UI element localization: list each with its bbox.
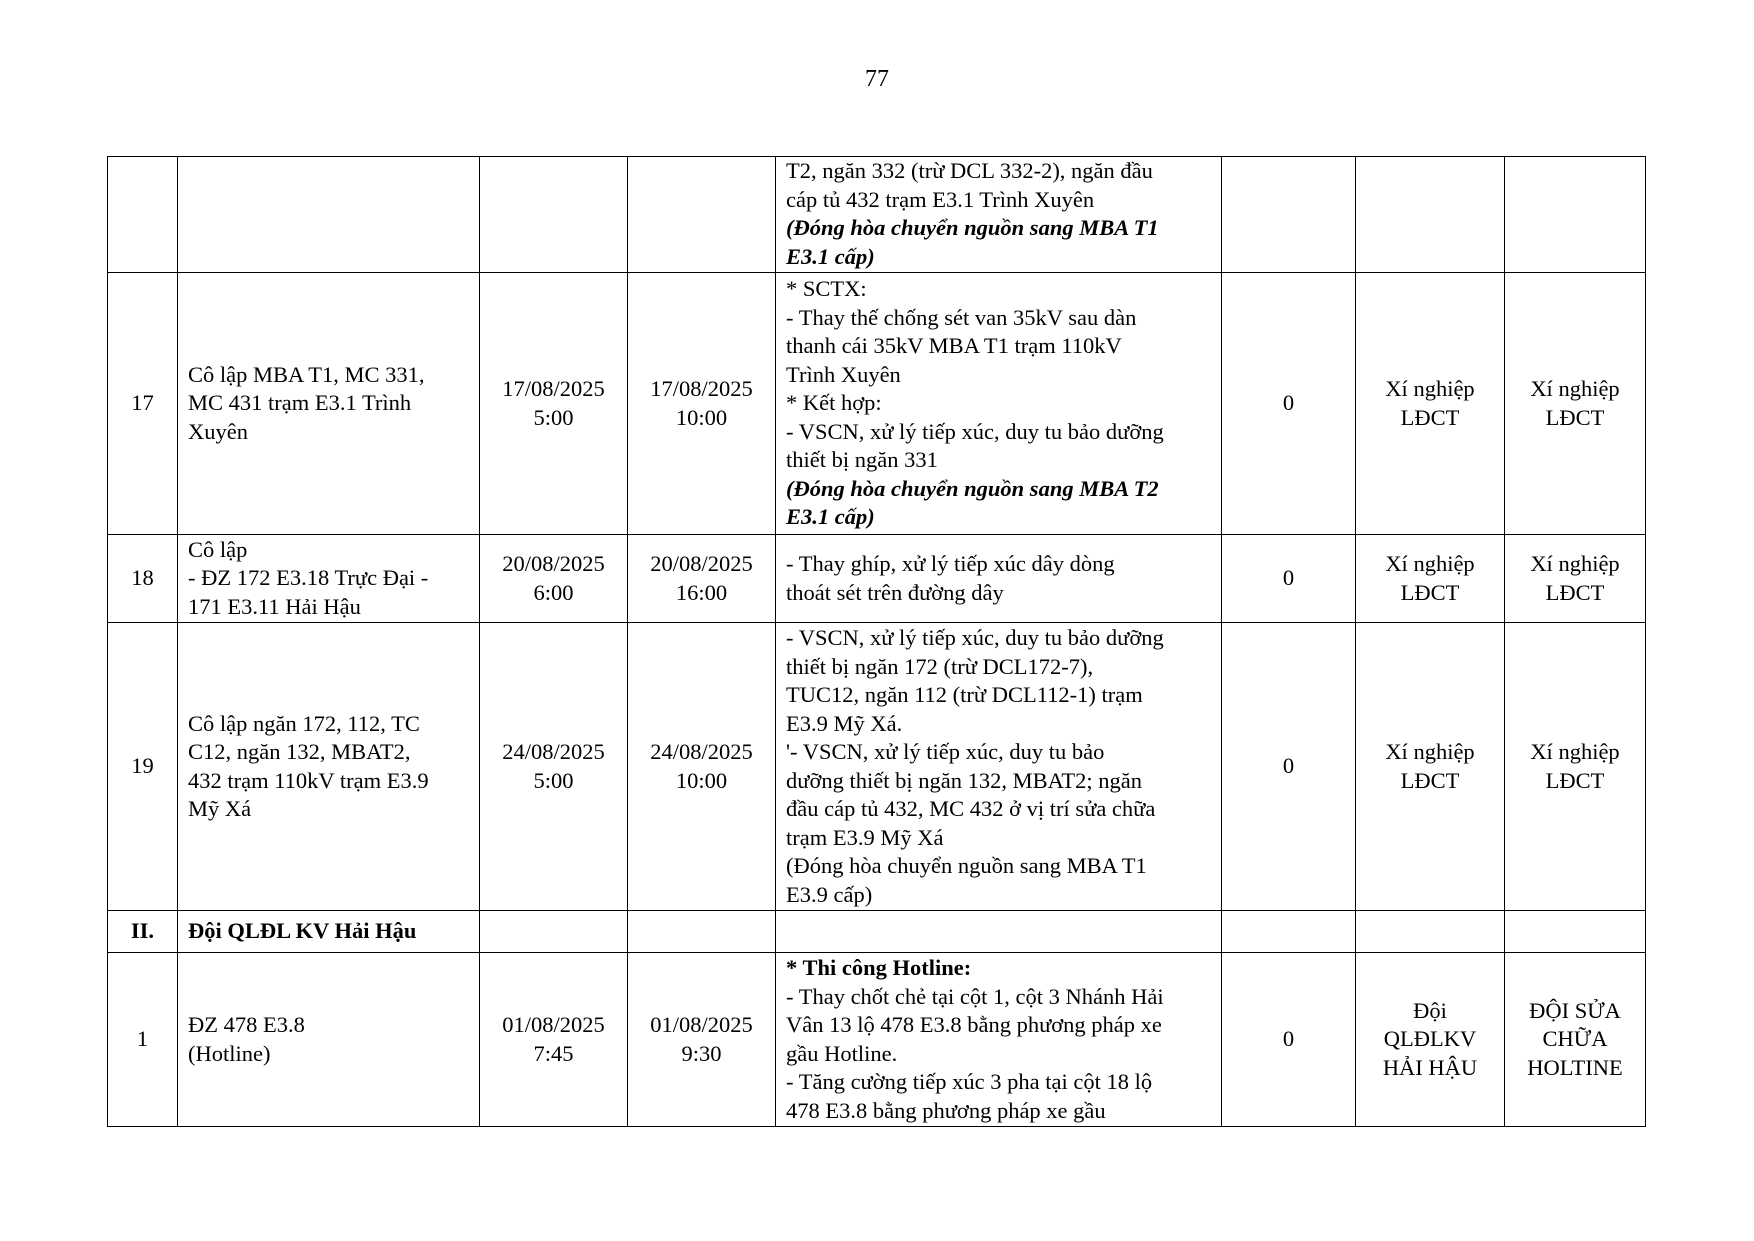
- cell-line: 17/08/2025: [650, 376, 753, 401]
- cell-line: 432 trạm 110kV trạm E3.9: [188, 767, 429, 793]
- cell-line: 20/08/2025: [502, 551, 605, 576]
- cell-empty: [776, 911, 1222, 953]
- cell-line: - Thay chốt chẻ tại cột 1, cột 3 Nhánh Hải: [786, 983, 1164, 1009]
- cell-line: 5:00: [533, 767, 574, 793]
- cell-line: (Đóng hòa chuyển nguồn sang MBA T1: [786, 215, 1159, 240]
- cell-no: 1: [108, 953, 178, 1127]
- cell-line: E3.9 cấp): [786, 881, 873, 907]
- cell-work-description: [776, 157, 1222, 273]
- cell-registering-unit: [1356, 953, 1505, 1127]
- cell-line: 5:00: [533, 404, 574, 430]
- cell-line: 7:45: [533, 1040, 574, 1066]
- cell-work-name: [178, 911, 480, 953]
- cell-registering-unit: [1356, 157, 1505, 273]
- cell-line: - Thay thế chống sét van 35kV sau dàn: [786, 304, 1137, 330]
- cell-line: Trình Xuyên: [786, 361, 901, 387]
- cell-work-description: [776, 273, 1222, 535]
- cell-executing-unit: [1505, 953, 1646, 1127]
- outage-schedule-table: [107, 156, 1646, 1127]
- cell-start-time: [480, 623, 628, 911]
- cell-line: 10:00: [675, 767, 728, 793]
- cell-line: LĐCT: [1545, 404, 1605, 430]
- cell-end-time: [628, 953, 776, 1127]
- cell-work-description: [776, 623, 1222, 911]
- table-row: [108, 535, 1646, 623]
- cell-line: LĐCT: [1400, 579, 1460, 605]
- cell-line: ĐZ 478 E3.8: [188, 1012, 305, 1037]
- cell-line: trạm E3.9 Mỹ Xá: [786, 824, 944, 850]
- cell-line: HẢI HẬU: [1382, 1054, 1478, 1080]
- cell-start-time: [480, 953, 628, 1127]
- table-row: [108, 157, 1646, 273]
- cell-line: Xí nghiệp: [1385, 551, 1475, 576]
- cell-line: 9:30: [681, 1040, 722, 1066]
- cell-work-name: [178, 623, 480, 911]
- cell-line: MC 431 trạm E3.1 Trình: [188, 390, 412, 416]
- cell-line: Vân 13 lộ 478 E3.8 bằng phương pháp xe: [786, 1012, 1162, 1037]
- cell-line: 20/08/2025: [650, 551, 753, 576]
- cell-outage-count: 0: [1222, 623, 1356, 911]
- cell-no: [108, 157, 178, 273]
- cell-line: * Thi công Hotline:: [786, 955, 972, 980]
- cell-line: thiết bị ngăn 172 (trừ DCL172-7),: [786, 653, 1094, 679]
- cell-line: - VSCN, xử lý tiếp xúc, duy tu bảo dưỡng: [786, 625, 1164, 650]
- cell-line: 171 E3.11 Hải Hậu: [188, 593, 361, 619]
- cell-line: TUC12, ngăn 112 (trừ DCL112-1) trạm: [786, 682, 1143, 707]
- cell-line: - Tăng cường tiếp xúc 3 pha tại cột 18 lộ: [786, 1069, 1153, 1094]
- cell-empty: [1356, 911, 1505, 953]
- cell-line: LĐCT: [1400, 404, 1460, 430]
- cell-outage-count: 0: [1222, 535, 1356, 623]
- cell-line: Đội: [1413, 997, 1447, 1023]
- cell-line: 24/08/2025: [650, 739, 753, 764]
- cell-executing-unit: [1505, 535, 1646, 623]
- cell-line: 10:00: [675, 404, 728, 430]
- cell-executing-unit: [1505, 623, 1646, 911]
- cell-work-name: [178, 535, 480, 623]
- cell-outage-count: [1222, 157, 1356, 273]
- cell-line: LĐCT: [1545, 767, 1605, 793]
- cell-line: CHỮA: [1542, 1026, 1608, 1052]
- cell-line: 24/08/2025: [502, 739, 605, 764]
- page-number: 77: [865, 66, 889, 92]
- cell-line: 478 E3.8 bằng phương pháp xe gầu: [786, 1097, 1106, 1123]
- cell-line: LĐCT: [1545, 579, 1605, 605]
- cell-no: 17: [108, 273, 178, 535]
- cell-work-name: [178, 953, 480, 1127]
- table-row: [108, 273, 1646, 535]
- cell-outage-count: 0: [1222, 273, 1356, 535]
- cell-line: gầu Hotline.: [786, 1040, 898, 1066]
- cell-line: (Hotline): [188, 1040, 271, 1066]
- cell-line: 01/08/2025: [502, 1012, 605, 1037]
- cell-line: * SCTX:: [786, 276, 867, 302]
- cell-work-description: [776, 535, 1222, 623]
- cell-line: (Đóng hòa chuyển nguồn sang MBA T2: [786, 475, 1159, 501]
- cell-line: thanh cái 35kV MBA T1 trạm 110kV: [786, 333, 1122, 359]
- cell-registering-unit: [1356, 535, 1505, 623]
- cell-line: cáp tủ 432 trạm E3.1 Trình Xuyên: [786, 186, 1095, 212]
- cell-line: E3.9 Mỹ Xá.: [786, 710, 903, 736]
- cell-line: Đội QLĐL KV Hải Hậu: [188, 918, 417, 944]
- cell-line: Xuyên: [188, 418, 248, 444]
- cell-work-name: [178, 157, 480, 273]
- cell-line: đầu cáp tủ 432, MC 432 ở vị trí sửa chữa: [786, 796, 1156, 821]
- section-row: [108, 911, 1646, 953]
- cell-line: thiết bị ngăn 331: [786, 447, 938, 473]
- cell-executing-unit: [1505, 157, 1646, 273]
- cell-line: HOLTINE: [1527, 1054, 1623, 1080]
- cell-line: Cô lập MBA T1, MC 331,: [188, 361, 425, 387]
- cell-line: E3.1 cấp): [786, 243, 875, 269]
- cell-start-time: [480, 535, 628, 623]
- cell-line: QLĐLKV: [1383, 1026, 1477, 1052]
- cell-end-time: [628, 273, 776, 535]
- cell-no: 18: [108, 535, 178, 623]
- cell-line: thoát sét trên đường dây: [786, 579, 1004, 605]
- cell-outage-count: 0: [1222, 953, 1356, 1127]
- cell-executing-unit: [1505, 273, 1646, 535]
- cell-line: T2, ngăn 332 (trừ DCL 332-2), ngăn đầu: [786, 158, 1153, 183]
- table-row: [108, 623, 1646, 911]
- cell-registering-unit: [1356, 273, 1505, 535]
- cell-line: Mỹ Xá: [188, 796, 252, 821]
- cell-line: Xí nghiệp: [1385, 739, 1475, 764]
- cell-empty: [1505, 911, 1646, 953]
- cell-line: Xí nghiệp: [1530, 551, 1620, 576]
- cell-line: Xí nghiệp: [1530, 376, 1620, 401]
- cell-line: Xí nghiệp: [1385, 376, 1475, 401]
- cell-line: 01/08/2025: [650, 1012, 753, 1037]
- cell-line: LĐCT: [1400, 767, 1460, 793]
- table-body: [108, 157, 1646, 1127]
- cell-line: 16:00: [675, 579, 728, 605]
- cell-end-time: [628, 157, 776, 273]
- cell-start-time: [480, 273, 628, 535]
- cell-line: - Thay ghíp, xử lý tiếp xúc dây dòng: [786, 551, 1115, 576]
- cell-line: 6:00: [533, 579, 574, 605]
- cell-line: Cô lập: [188, 536, 248, 562]
- cell-line: Cô lập ngăn 172, 112, TC: [188, 710, 420, 736]
- cell-end-time: [628, 623, 776, 911]
- cell-line: dưỡng thiết bị ngăn 132, MBAT2; ngăn: [786, 767, 1142, 793]
- cell-work-name: [178, 273, 480, 535]
- cell-no: II.: [108, 911, 178, 953]
- cell-line: '- VSCN, xử lý tiếp xúc, duy tu bảo: [786, 739, 1105, 764]
- cell-line: * Kết hợp:: [786, 390, 882, 416]
- cell-line: - VSCN, xử lý tiếp xúc, duy tu bảo dưỡng: [786, 418, 1164, 444]
- cell-work-description: [776, 953, 1222, 1127]
- cell-registering-unit: [1356, 623, 1505, 911]
- cell-end-time: [628, 535, 776, 623]
- cell-empty: [480, 911, 628, 953]
- cell-line: - ĐZ 172 E3.18 Trực Đại -: [188, 565, 429, 591]
- cell-start-time: [480, 157, 628, 273]
- cell-no: 19: [108, 623, 178, 911]
- cell-empty: [628, 911, 776, 953]
- cell-line: 17/08/2025: [502, 376, 605, 401]
- cell-line: ĐỘI SỬA: [1529, 997, 1621, 1023]
- cell-line: C12, ngăn 132, MBAT2,: [188, 739, 411, 764]
- cell-line: E3.1 cấp): [786, 504, 875, 530]
- cell-line: (Đóng hòa chuyển nguồn sang MBA T1: [786, 853, 1147, 878]
- cell-line: Xí nghiệp: [1530, 739, 1620, 764]
- cell-empty: [1222, 911, 1356, 953]
- table-row: [108, 953, 1646, 1127]
